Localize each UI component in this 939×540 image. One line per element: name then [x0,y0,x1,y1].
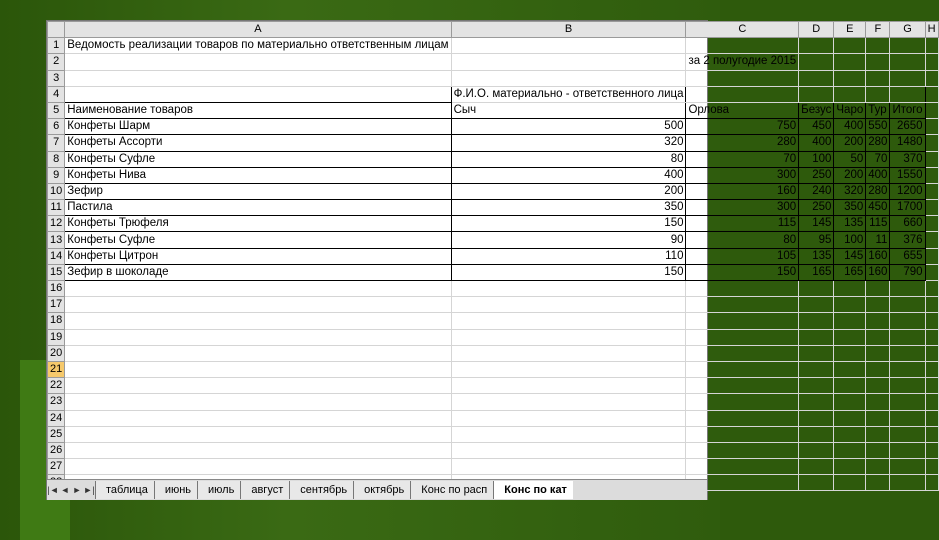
cell-g2[interactable] [890,54,925,70]
cell-h9[interactable] [925,167,938,183]
column-header-d[interactable]: D [799,22,834,38]
cell-b26[interactable] [451,442,686,458]
cell-e3[interactable] [834,70,866,86]
spreadsheet-grid [47,21,939,491]
cell-a5[interactable]: Наименование товаров [65,102,451,118]
cell-g28[interactable] [890,475,925,491]
cell-h17[interactable] [925,297,938,313]
row-header-20[interactable]: 20 [48,345,65,361]
cell-c6[interactable]: 750 [686,119,799,135]
cell-h6[interactable] [925,119,938,135]
cell-e14[interactable]: 145 [834,248,866,264]
cell-c5[interactable]: Орлова [686,102,799,118]
row-header-11[interactable]: 11 [48,200,65,216]
cell-d22[interactable] [799,378,834,394]
column-header-b[interactable]: B [451,22,686,38]
row-header-7[interactable]: 7 [48,135,65,151]
row-header-27[interactable]: 27 [48,459,65,475]
select-all-corner[interactable] [48,22,65,38]
cell-g6[interactable]: 2650 [890,119,925,135]
cell-g18[interactable] [890,313,925,329]
cell-h22[interactable] [925,378,938,394]
table-row [48,70,939,86]
cell-e8[interactable]: 50 [834,151,866,167]
cell-a22[interactable] [65,378,451,394]
column-header-f[interactable]: F [866,22,890,38]
row-header-9[interactable]: 9 [48,167,65,183]
row-header-23[interactable]: 23 [48,394,65,410]
cell-d6[interactable]: 450 [799,119,834,135]
cell-b21[interactable] [451,361,686,377]
row-header-1[interactable]: 1 [48,38,65,54]
cell-g21[interactable] [890,361,925,377]
cell-d23[interactable] [799,394,834,410]
row-header-16[interactable]: 16 [48,281,65,297]
cell-b11[interactable]: 350 [451,200,686,216]
cell-d11[interactable]: 250 [799,200,834,216]
cell-a17[interactable] [65,297,451,313]
cell-a1[interactable]: Ведомость реализации товаров по материально ответственным лицам [65,38,451,54]
sheet-tab-2[interactable]: июль [197,481,240,499]
cell-f9[interactable]: 400 [866,167,890,183]
cell-f1[interactable] [866,38,890,54]
cell-e15[interactable]: 165 [834,264,866,280]
cell-f8[interactable]: 70 [866,151,890,167]
cell-a20[interactable] [65,345,451,361]
cell-a23[interactable] [65,394,451,410]
cell-g24[interactable] [890,410,925,426]
cell-g17[interactable] [890,297,925,313]
cell-a10[interactable]: Зефир [65,183,451,199]
cell-b19[interactable] [451,329,686,345]
cell-h23[interactable] [925,394,938,410]
cell-e27[interactable] [834,459,866,475]
cell-c10[interactable]: 160 [686,183,799,199]
sheet-nav-button-3[interactable]: ►| [83,485,95,495]
cell-c15[interactable]: 150 [686,264,799,280]
cell-e10[interactable]: 320 [834,183,866,199]
cell-d3[interactable] [799,70,834,86]
table-row [48,248,939,264]
cell-g8[interactable]: 370 [890,151,925,167]
cell-f18[interactable] [866,313,890,329]
cell-f24[interactable] [866,410,890,426]
cell-a14[interactable]: Конфеты Цитрон [65,248,451,264]
cell-g1[interactable] [890,38,925,54]
row-header-12[interactable]: 12 [48,216,65,232]
cell-c24[interactable] [686,410,799,426]
cell-e21[interactable] [834,361,866,377]
table-row [48,394,939,410]
cell-a6[interactable]: Конфеты Шарм [65,119,451,135]
cell-c2[interactable]: за 2 полугодие 2015 [686,54,799,70]
cell-f7[interactable]: 280 [866,135,890,151]
row-header-19[interactable]: 19 [48,329,65,345]
cell-e26[interactable] [834,442,866,458]
table-row [48,232,939,248]
cell-e12[interactable]: 135 [834,216,866,232]
cell-d21[interactable] [799,361,834,377]
cell-h10[interactable] [925,183,938,199]
cell-b17[interactable] [451,297,686,313]
cell-f15[interactable]: 160 [866,264,890,280]
cell-b10[interactable]: 200 [451,183,686,199]
cell-g27[interactable] [890,459,925,475]
cell-h19[interactable] [925,329,938,345]
cell-c9[interactable]: 300 [686,167,799,183]
cell-d17[interactable] [799,297,834,313]
table-row [48,426,939,442]
cell-b18[interactable] [451,313,686,329]
cell-h15[interactable] [925,264,938,280]
row-header-4[interactable]: 4 [48,86,65,102]
cell-d7[interactable]: 400 [799,135,834,151]
cell-b4[interactable]: Ф.И.О. материально - ответственного лица [451,86,686,102]
cell-h7[interactable] [925,135,938,151]
cell-e16[interactable] [834,281,866,297]
row-header-15[interactable]: 15 [48,264,65,280]
sheet-nav-button-0[interactable]: |◄ [47,485,59,495]
cell-a18[interactable] [65,313,451,329]
cell-c27[interactable] [686,459,799,475]
table-row [48,378,939,394]
row-header-22[interactable]: 22 [48,378,65,394]
cell-d1[interactable] [799,38,834,54]
cell-d10[interactable]: 240 [799,183,834,199]
cell-b2[interactable] [451,54,686,70]
column-header-e[interactable]: E [834,22,866,38]
cell-d16[interactable] [799,281,834,297]
cell-g11[interactable]: 1700 [890,200,925,216]
cell-h11[interactable] [925,200,938,216]
cell-b14[interactable]: 110 [451,248,686,264]
table-row [48,86,939,102]
cell-c17[interactable] [686,297,799,313]
cell-f14[interactable]: 160 [866,248,890,264]
cell-g23[interactable] [890,394,925,410]
cell-a25[interactable] [65,426,451,442]
cell-g19[interactable] [890,329,925,345]
cell-h2[interactable] [925,54,938,70]
cell-d28[interactable] [799,475,834,491]
cell-h5[interactable] [925,102,938,118]
cell-c14[interactable]: 105 [686,248,799,264]
cell-c1[interactable] [686,38,799,54]
cell-f11[interactable]: 450 [866,200,890,216]
cell-f2[interactable] [866,54,890,70]
cell-a24[interactable] [65,410,451,426]
cell-a19[interactable] [65,329,451,345]
sheet-tab-5[interactable]: октябрь [353,481,410,499]
cell-c18[interactable] [686,313,799,329]
cell-f5[interactable]: Тур [866,102,890,118]
cell-e17[interactable] [834,297,866,313]
cell-h18[interactable] [925,313,938,329]
row-header-26[interactable]: 26 [48,442,65,458]
cell-g14[interactable]: 655 [890,248,925,264]
cell-h20[interactable] [925,345,938,361]
cell-g13[interactable]: 376 [890,232,925,248]
sheet-tab-0[interactable]: таблица [95,481,154,499]
cell-d14[interactable]: 135 [799,248,834,264]
cell-a3[interactable] [65,70,451,86]
cell-c25[interactable] [686,426,799,442]
spreadsheet-window [46,20,936,500]
cell-f12[interactable]: 115 [866,216,890,232]
row-header-14[interactable]: 14 [48,248,65,264]
table-row [48,459,939,475]
cell-a26[interactable] [65,442,451,458]
cell-d26[interactable] [799,442,834,458]
sheet-tab-6[interactable]: Конс по расп [410,481,493,499]
cell-c16[interactable] [686,281,799,297]
cell-h3[interactable] [925,70,938,86]
cell-h14[interactable] [925,248,938,264]
table-row [48,102,939,118]
cell-f3[interactable] [866,70,890,86]
cell-b5[interactable]: Сыч [451,102,686,118]
table-row [48,442,939,458]
cell-a7[interactable]: Конфеты Ассорти [65,135,451,151]
row-header-17[interactable]: 17 [48,297,65,313]
cell-g15[interactable]: 790 [890,264,925,280]
cell-e18[interactable] [834,313,866,329]
row-header-3[interactable]: 3 [48,70,65,86]
cell-h26[interactable] [925,442,938,458]
cell-f19[interactable] [866,329,890,345]
cell-e20[interactable] [834,345,866,361]
cell-h4[interactable] [925,86,938,102]
column-header-c[interactable]: C [686,22,799,38]
cell-c7[interactable]: 280 [686,135,799,151]
row-header-24[interactable]: 24 [48,410,65,426]
cell-b7[interactable]: 320 [451,135,686,151]
cell-d8[interactable]: 100 [799,151,834,167]
cell-h1[interactable] [925,38,938,54]
cell-f6[interactable]: 550 [866,119,890,135]
cell-b12[interactable]: 150 [451,216,686,232]
cell-c21[interactable] [686,361,799,377]
cell-h21[interactable] [925,361,938,377]
cell-c23[interactable] [686,394,799,410]
cell-a27[interactable] [65,459,451,475]
cell-c19[interactable] [686,329,799,345]
cell-e25[interactable] [834,426,866,442]
cell-d27[interactable] [799,459,834,475]
sheet-nav-button-2[interactable]: ► [72,485,82,495]
cell-g16[interactable] [890,281,925,297]
row-header-10[interactable]: 10 [48,183,65,199]
table-row [48,361,939,377]
cell-d15[interactable]: 165 [799,264,834,280]
cell-b3[interactable] [451,70,686,86]
cell-f25[interactable] [866,426,890,442]
cell-e13[interactable]: 100 [834,232,866,248]
row-header-21[interactable]: 21 [48,361,65,377]
cell-h8[interactable] [925,151,938,167]
cell-d13[interactable]: 95 [799,232,834,248]
cell-f23[interactable] [866,394,890,410]
cell-g20[interactable] [890,345,925,361]
cell-h16[interactable] [925,281,938,297]
cell-d4[interactable] [799,86,834,102]
cell-e4[interactable] [834,86,866,102]
cell-a15[interactable]: Зефир в шоколаде [65,264,451,280]
cell-h25[interactable] [925,426,938,442]
cell-b6[interactable]: 500 [451,119,686,135]
cell-h27[interactable] [925,459,938,475]
cell-c8[interactable]: 70 [686,151,799,167]
cell-h12[interactable] [925,216,938,232]
row-header-13[interactable]: 13 [48,232,65,248]
cell-c11[interactable]: 300 [686,200,799,216]
cell-d2[interactable] [799,54,834,70]
cell-a12[interactable]: Конфеты Трюфеля [65,216,451,232]
table-row [48,297,939,313]
cell-d12[interactable]: 145 [799,216,834,232]
row-header-6[interactable]: 6 [48,119,65,135]
table-row [48,151,939,167]
cell-f16[interactable] [866,281,890,297]
cell-f27[interactable] [866,459,890,475]
cell-e9[interactable]: 200 [834,167,866,183]
sheet-tab-1[interactable]: июнь [154,481,197,499]
table-row [48,216,939,232]
cell-e11[interactable]: 350 [834,200,866,216]
cell-b13[interactable]: 90 [451,232,686,248]
table-row [48,329,939,345]
cell-h28[interactable] [925,475,938,491]
cell-a21[interactable] [65,361,451,377]
cell-g4[interactable] [890,86,925,102]
cell-h24[interactable] [925,410,938,426]
cell-f21[interactable] [866,361,890,377]
cell-f17[interactable] [866,297,890,313]
cell-g7[interactable]: 1480 [890,135,925,151]
cell-b1[interactable] [451,38,686,54]
table-row [48,281,939,297]
cell-c13[interactable]: 80 [686,232,799,248]
cell-b20[interactable] [451,345,686,361]
sheet-tab-7[interactable]: Конс по кат [493,481,573,499]
table-row [48,119,939,135]
table-row [48,264,939,280]
cell-a9[interactable]: Конфеты Нива [65,167,451,183]
cell-a2[interactable] [65,54,451,70]
cell-d20[interactable] [799,345,834,361]
cell-c3[interactable] [686,70,799,86]
table-row [48,135,939,151]
cell-b22[interactable] [451,378,686,394]
cell-f22[interactable] [866,378,890,394]
cell-g10[interactable]: 1200 [890,183,925,199]
cell-a11[interactable]: Пастила [65,200,451,216]
cell-g25[interactable] [890,426,925,442]
cell-d5[interactable]: Безус [799,102,834,118]
sheet-tab-bar [47,479,707,500]
cell-a13[interactable]: Конфеты Суфле [65,232,451,248]
cell-b16[interactable] [451,281,686,297]
cell-e19[interactable] [834,329,866,345]
cell-f10[interactable]: 280 [866,183,890,199]
row-header-18[interactable]: 18 [48,313,65,329]
cell-a4[interactable] [65,86,451,102]
sheet-tab-4[interactable]: сентябрь [289,481,353,499]
table-row [48,183,939,199]
cell-e22[interactable] [834,378,866,394]
cell-g3[interactable] [890,70,925,86]
sheet-nav-button-1[interactable]: ◄ [60,485,70,495]
cell-e6[interactable]: 400 [834,119,866,135]
cell-e5[interactable]: Чаро [834,102,866,118]
cell-g26[interactable] [890,442,925,458]
cell-f26[interactable] [866,442,890,458]
cell-d25[interactable] [799,426,834,442]
cell-g5[interactable]: Итого [890,102,925,118]
cell-e24[interactable] [834,410,866,426]
sheet-tab-3[interactable]: август [240,481,289,499]
table-row [48,313,939,329]
cell-c26[interactable] [686,442,799,458]
cell-c12[interactable]: 115 [686,216,799,232]
cell-c22[interactable] [686,378,799,394]
column-header-h[interactable]: H [925,22,938,38]
table-row [48,54,939,70]
cell-b25[interactable] [451,426,686,442]
table-row [48,410,939,426]
cell-h13[interactable] [925,232,938,248]
row-header-8[interactable]: 8 [48,151,65,167]
table-row [48,345,939,361]
cell-f20[interactable] [866,345,890,361]
row-header-5[interactable]: 5 [48,102,65,118]
cell-e7[interactable]: 200 [834,135,866,151]
column-header-a[interactable]: A [65,22,451,38]
table-row [48,167,939,183]
cell-c20[interactable] [686,345,799,361]
cell-d19[interactable] [799,329,834,345]
cell-g22[interactable] [890,378,925,394]
column-header-g[interactable]: G [890,22,925,38]
cell-b24[interactable] [451,410,686,426]
cell-a16[interactable] [65,281,451,297]
table-row [48,38,939,54]
cell-b8[interactable]: 80 [451,151,686,167]
cell-b27[interactable] [451,459,686,475]
cell-b9[interactable]: 400 [451,167,686,183]
cell-g9[interactable]: 1550 [890,167,925,183]
cell-e28[interactable] [834,475,866,491]
cell-d9[interactable]: 250 [799,167,834,183]
cell-d24[interactable] [799,410,834,426]
cell-d18[interactable] [799,313,834,329]
cell-c4[interactable] [686,86,799,102]
cell-g12[interactable]: 660 [890,216,925,232]
cell-f28[interactable] [866,475,890,491]
cell-f13[interactable]: 11 [866,232,890,248]
cell-e23[interactable] [834,394,866,410]
row-header-2[interactable]: 2 [48,54,65,70]
table-row [48,200,939,216]
cell-b23[interactable] [451,394,686,410]
cell-e2[interactable] [834,54,866,70]
row-header-25[interactable]: 25 [48,426,65,442]
cell-e1[interactable] [834,38,866,54]
cell-f4[interactable] [866,86,890,102]
cell-b15[interactable]: 150 [451,264,686,280]
cell-a8[interactable]: Конфеты Суфле [65,151,451,167]
